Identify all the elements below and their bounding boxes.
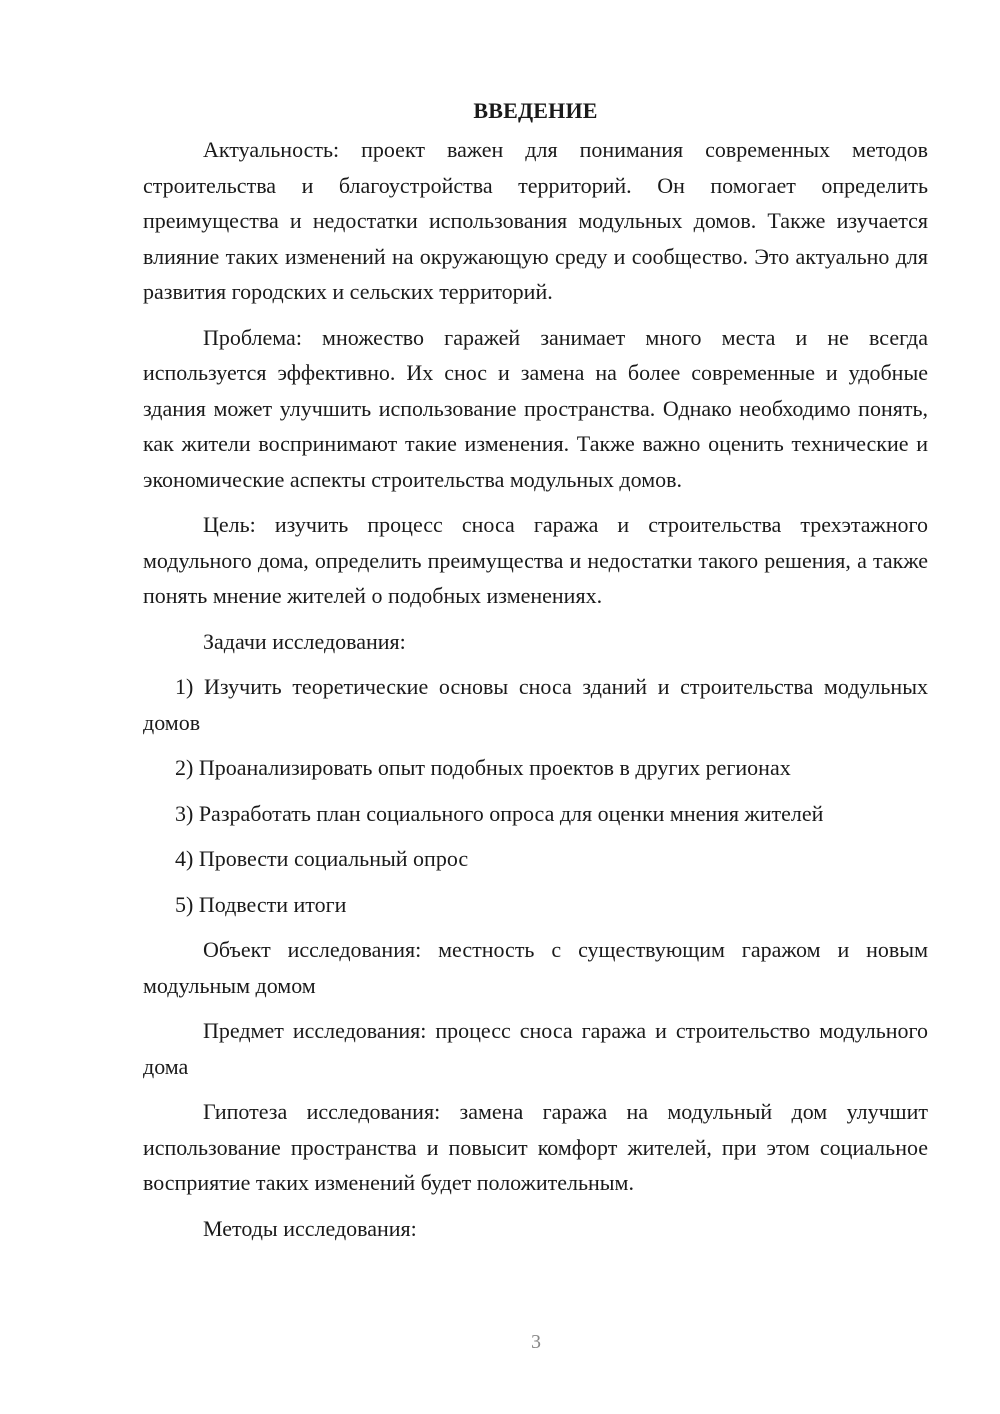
tasks-list — [143, 669, 928, 922]
list-item: 5) Подвести итоги — [175, 891, 347, 917]
paragraph-problem: Проблема: множество гаражей занимает много места и не всегда используется эффективно. Их снос и замена на более современные и удобные здания может улучшить использование пространства. Однако необходимо понять, как жители воспринимают такие изменения. Также важно оценить технические и экономические аспекты строительства модульных домов. — [143, 324, 928, 492]
paragraph-subject: Предмет исследования: процесс сноса гаража и строительство модульного дома — [143, 1018, 928, 1079]
paragraph-goal: Цель: изучить процесс сноса гаража и строительства трехэтажного модульного дома, определить преимущества и недостатки такого решения, а также понять мнение жителей о подобных изменениях. — [143, 512, 928, 608]
list-item: 4) Провести социальный опрос — [175, 846, 469, 871]
page-content — [143, 94, 928, 1246]
list-item: 1) Изучить теоретические основы сноса зданий и строительства модульных домов — [143, 674, 928, 735]
tasks-heading: Задачи исследования: — [203, 628, 406, 654]
methods-heading: Методы исследования: — [203, 1215, 417, 1241]
page-number: 3 — [531, 1331, 541, 1353]
paragraph-relevance: Актуальность: проект важен для понимания современных методов строительства и благоустройства территорий. Он помогает определить преимущества и недостатки использования модульных домов. Также изучается влияние таких изменений на окружающую среду и сообщество. Это актуально для развития городских и сельских территорий. — [143, 137, 928, 304]
list-item: 3) Разработать план социального опроса для оценки мнения жителей — [175, 800, 824, 826]
paragraph-object: Объект исследования: местность с существующим гаражом и новым модульным домом — [143, 937, 928, 998]
list-item: 2) Проанализировать опыт подобных проектов в других регионах — [175, 755, 791, 780]
section-title: ВВЕДЕНИЕ — [473, 98, 598, 123]
paragraph-hypothesis: Гипотеза исследования: замена гаража на модульный дом улучшит использование пространства и повысит комфорт жителей, при этом социальное восприятие таких изменений будет положительным. — [143, 1099, 928, 1195]
